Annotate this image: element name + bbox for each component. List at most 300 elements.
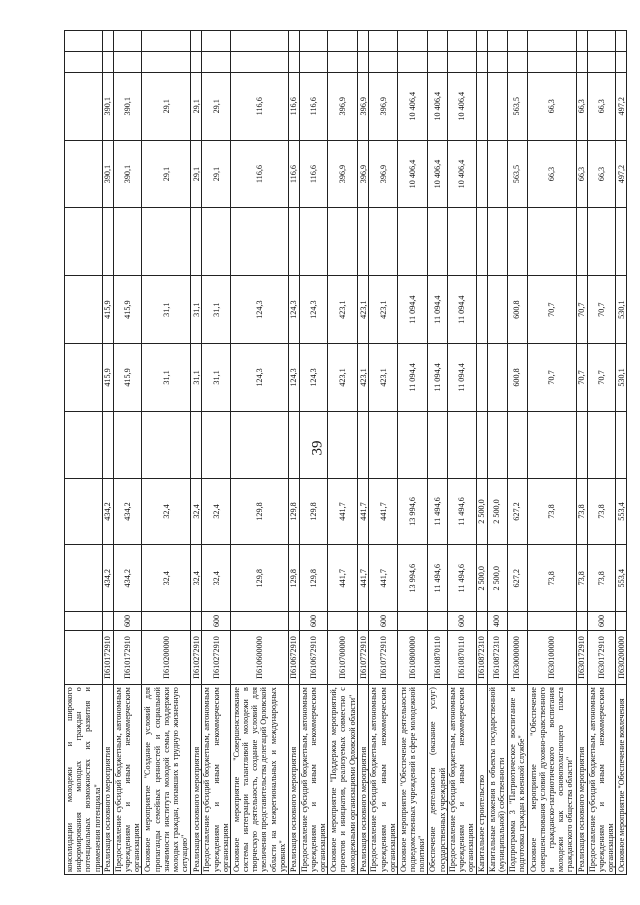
row-name-cell: Подпрограмма 3 "Патриотическое воспитание и подготовка граждан к военной службе" bbox=[507, 685, 527, 875]
amount-cell: 11 494,6 bbox=[428, 545, 448, 612]
amount-cell bbox=[299, 208, 328, 276]
amount-cell: 11 094,4 bbox=[428, 344, 448, 412]
amount-cell: 627,2 bbox=[507, 478, 527, 545]
amount-cell: 66,3 bbox=[576, 72, 587, 140]
amount-cell bbox=[369, 31, 398, 52]
table-row bbox=[191, 31, 202, 875]
amount-cell: 116,6 bbox=[288, 140, 299, 208]
amount-cell: 2 500,0 bbox=[476, 545, 487, 612]
row-group-cell bbox=[616, 612, 627, 631]
amount-cell: 441,7 bbox=[358, 545, 369, 612]
amount-cell: 73,8 bbox=[587, 478, 616, 545]
amount-cell bbox=[202, 31, 231, 52]
row-group-cell bbox=[328, 612, 358, 631]
row-code-cell: П630172910 bbox=[576, 630, 587, 684]
amount-cell bbox=[527, 52, 576, 73]
amount-cell bbox=[328, 31, 358, 52]
rotated-table-container bbox=[64, 30, 626, 875]
row-code-cell: П610872310 bbox=[476, 630, 487, 684]
amount-cell: 31,1 bbox=[142, 276, 191, 344]
amount-cell bbox=[202, 208, 231, 276]
amount-cell: 73,8 bbox=[527, 478, 576, 545]
amount-cell bbox=[102, 31, 113, 52]
amount-cell bbox=[587, 31, 616, 52]
amount-cell: 2 500,0 bbox=[476, 478, 487, 545]
table-row bbox=[113, 31, 142, 875]
table-row bbox=[587, 31, 616, 875]
row-code-cell: П610672910 bbox=[299, 630, 328, 684]
amount-cell: 390,1 bbox=[113, 140, 142, 208]
row-name-cell: Реализация основного мероприятия bbox=[358, 685, 369, 875]
amount-cell bbox=[65, 276, 103, 344]
amount-cell: 116,6 bbox=[230, 140, 288, 208]
amount-cell bbox=[428, 31, 448, 52]
row-name-cell: Реализация основного мероприятия bbox=[102, 685, 113, 875]
amount-cell bbox=[65, 72, 103, 140]
amount-cell: 13 994,6 bbox=[398, 478, 428, 545]
table-viewport bbox=[64, 30, 626, 875]
amount-cell bbox=[230, 31, 288, 52]
amount-cell: 29,1 bbox=[142, 140, 191, 208]
amount-cell: 10 406,4 bbox=[428, 140, 448, 208]
row-name-cell: Реализация основного мероприятия bbox=[288, 685, 299, 875]
amount-cell bbox=[576, 52, 587, 73]
row-group-cell: 600 bbox=[587, 612, 616, 631]
row-code-cell: П610872310 bbox=[487, 630, 507, 684]
row-group-cell bbox=[230, 612, 288, 631]
amount-cell bbox=[113, 208, 142, 276]
amount-cell: 66,3 bbox=[527, 140, 576, 208]
table-row bbox=[202, 31, 231, 875]
amount-cell: 73,8 bbox=[527, 545, 576, 612]
row-code-cell: П610200000 bbox=[142, 630, 191, 684]
amount-cell: 70,7 bbox=[576, 276, 587, 344]
table-row bbox=[507, 31, 527, 875]
amount-cell: 441,7 bbox=[328, 545, 358, 612]
amount-cell bbox=[476, 276, 487, 344]
amount-cell: 553,4 bbox=[616, 545, 627, 612]
row-group-cell bbox=[527, 612, 576, 631]
amount-cell: 423,1 bbox=[369, 276, 398, 344]
row-name-cell: Основное мероприятие "Обеспечение совершенствования условий духовно-нравственного и гражданско-патриотического воспитания молодежи как основополагающего пласта гражданского общества области" bbox=[527, 685, 576, 875]
row-code-cell: П610800000 bbox=[398, 630, 428, 684]
amount-cell: 124,3 bbox=[299, 276, 328, 344]
amount-cell: 396,9 bbox=[358, 72, 369, 140]
amount-cell bbox=[398, 52, 428, 73]
amount-cell: 129,8 bbox=[299, 545, 328, 612]
amount-cell bbox=[358, 31, 369, 52]
amount-cell: 497,2 bbox=[616, 140, 627, 208]
amount-cell bbox=[202, 411, 231, 478]
row-name-cell: Капитальные вложения в объекты государственной (муниципальной) собственности bbox=[487, 685, 507, 875]
amount-cell: 116,6 bbox=[288, 72, 299, 140]
row-name-cell: Предоставление субсидий бюджетным, автономным учреждениям и иным некоммерческим организациям bbox=[448, 685, 477, 875]
amount-cell: 32,4 bbox=[191, 478, 202, 545]
amount-cell: 66,3 bbox=[576, 140, 587, 208]
row-group-cell: 600 bbox=[202, 612, 231, 631]
amount-cell: 415,9 bbox=[102, 344, 113, 412]
amount-cell: 434,2 bbox=[102, 545, 113, 612]
amount-cell: 129,8 bbox=[299, 478, 328, 545]
amount-cell: 11 094,4 bbox=[398, 276, 428, 344]
amount-cell bbox=[65, 478, 103, 545]
row-name-cell: консолидации молодежи и широкого информирования молодых граждан о потенциальных возможностях их развития и применения потенциала" bbox=[65, 685, 103, 875]
table-row bbox=[576, 31, 587, 875]
amount-cell: 563,5 bbox=[507, 72, 527, 140]
table-row bbox=[369, 31, 398, 875]
amount-cell: 10 406,4 bbox=[398, 72, 428, 140]
amount-cell: 434,2 bbox=[102, 478, 113, 545]
amount-cell bbox=[65, 31, 103, 52]
amount-cell bbox=[191, 52, 202, 73]
amount-cell bbox=[487, 52, 507, 73]
amount-cell: 124,3 bbox=[288, 276, 299, 344]
amount-cell bbox=[507, 31, 527, 52]
amount-cell bbox=[369, 208, 398, 276]
amount-cell bbox=[428, 208, 448, 276]
amount-cell: 11 494,6 bbox=[448, 478, 477, 545]
amount-cell bbox=[487, 276, 507, 344]
amount-cell: 32,4 bbox=[202, 478, 231, 545]
amount-cell bbox=[576, 31, 587, 52]
row-code-cell: П630172910 bbox=[587, 630, 616, 684]
amount-cell bbox=[328, 411, 358, 478]
amount-cell: 11 094,4 bbox=[398, 344, 428, 412]
amount-cell bbox=[527, 31, 576, 52]
row-name-cell: Предоставление субсидий бюджетным, автономным учреждениям и иным некоммерческим организациям bbox=[202, 685, 231, 875]
amount-cell: 11 494,6 bbox=[428, 478, 448, 545]
amount-cell bbox=[288, 411, 299, 478]
amount-cell bbox=[369, 52, 398, 73]
row-group-cell bbox=[288, 612, 299, 631]
amount-cell bbox=[299, 52, 328, 73]
amount-cell: 415,9 bbox=[113, 344, 142, 412]
amount-cell bbox=[476, 140, 487, 208]
row-code-cell: П630200000 bbox=[616, 630, 627, 684]
amount-cell bbox=[358, 411, 369, 478]
row-group-cell bbox=[398, 612, 428, 631]
page-number: 39 bbox=[309, 440, 326, 456]
amount-cell bbox=[65, 545, 103, 612]
amount-cell: 11 494,6 bbox=[448, 545, 477, 612]
amount-cell: 390,1 bbox=[113, 72, 142, 140]
amount-cell: 396,9 bbox=[328, 140, 358, 208]
row-name-cell: Основное мероприятие "Создание условий для пропаганды семейных ценностей и социальной значимости института молодой семьи, поддержки молодых граждан, попавших в трудную жизненную ситуацию" bbox=[142, 685, 191, 875]
amount-cell bbox=[358, 208, 369, 276]
amount-cell bbox=[202, 52, 231, 73]
amount-cell bbox=[65, 208, 103, 276]
row-name-cell: Основное мероприятие "Совершенствование системы интеграции талантливой молодежи в творческую деятельность, создание условий для увеличения представительства делегаций Орловской области на межрегиональных и международных уровнях" bbox=[230, 685, 288, 875]
row-code-cell: П610172910 bbox=[102, 630, 113, 684]
amount-cell bbox=[487, 72, 507, 140]
amount-cell bbox=[448, 52, 477, 73]
row-code-cell bbox=[65, 630, 103, 684]
row-code-cell: П610600000 bbox=[230, 630, 288, 684]
row-name-cell: Предоставление субсидий бюджетным, автономным учреждениям и иным некоммерческим организациям bbox=[587, 685, 616, 875]
amount-cell: 600,8 bbox=[507, 344, 527, 412]
amount-cell: 31,1 bbox=[191, 344, 202, 412]
amount-cell: 600,8 bbox=[507, 276, 527, 344]
amount-cell: 70,7 bbox=[527, 344, 576, 412]
amount-cell: 423,1 bbox=[328, 344, 358, 412]
amount-cell bbox=[113, 411, 142, 478]
amount-cell bbox=[142, 208, 191, 276]
amount-cell: 423,1 bbox=[328, 276, 358, 344]
amount-cell: 563,5 bbox=[507, 140, 527, 208]
row-name-cell: Предоставление субсидий бюджетным, автономным учреждениям и иным некоммерческим организациям bbox=[299, 685, 328, 875]
amount-cell: 415,9 bbox=[113, 276, 142, 344]
amount-cell bbox=[65, 140, 103, 208]
row-group-cell: 600 bbox=[299, 612, 328, 631]
amount-cell: 13 994,6 bbox=[398, 545, 428, 612]
amount-cell: 116,6 bbox=[230, 72, 288, 140]
row-name-cell: Капитальное строительство bbox=[476, 685, 487, 875]
amount-cell: 390,1 bbox=[102, 140, 113, 208]
table-row bbox=[65, 31, 103, 875]
row-code-cell: П610672910 bbox=[288, 630, 299, 684]
amount-cell: 29,1 bbox=[191, 72, 202, 140]
amount-cell: 129,8 bbox=[230, 478, 288, 545]
amount-cell: 31,1 bbox=[202, 276, 231, 344]
row-group-cell bbox=[507, 612, 527, 631]
amount-cell bbox=[587, 208, 616, 276]
amount-cell: 423,1 bbox=[369, 344, 398, 412]
row-name-cell: Предоставление субсидий бюджетным, автономным учреждениям и иным некоммерческим организациям bbox=[369, 685, 398, 875]
amount-cell: 31,1 bbox=[202, 344, 231, 412]
amount-cell: 434,2 bbox=[113, 545, 142, 612]
amount-cell bbox=[507, 52, 527, 73]
amount-cell: 70,7 bbox=[587, 276, 616, 344]
amount-cell bbox=[476, 411, 487, 478]
amount-cell bbox=[398, 411, 428, 478]
amount-cell bbox=[527, 411, 576, 478]
amount-cell bbox=[328, 208, 358, 276]
amount-cell bbox=[113, 31, 142, 52]
table-row bbox=[328, 31, 358, 875]
table-row bbox=[142, 31, 191, 875]
amount-cell bbox=[142, 52, 191, 73]
row-code-cell: П630000000 bbox=[507, 630, 527, 684]
amount-cell bbox=[142, 411, 191, 478]
row-code-cell: П610272910 bbox=[191, 630, 202, 684]
amount-cell: 10 406,4 bbox=[398, 140, 428, 208]
amount-cell bbox=[616, 411, 627, 478]
amount-cell bbox=[507, 208, 527, 276]
amount-cell: 66,3 bbox=[587, 140, 616, 208]
amount-cell: 29,1 bbox=[202, 140, 231, 208]
amount-cell: 66,3 bbox=[587, 72, 616, 140]
amount-cell bbox=[65, 344, 103, 412]
amount-cell: 116,6 bbox=[299, 72, 328, 140]
amount-cell: 10 406,4 bbox=[448, 140, 477, 208]
amount-cell bbox=[369, 411, 398, 478]
row-name-cell: Основное мероприятие "Поддержка мероприятий, проектов и инициатив, реализуемых совместно с молодежными организациями Орловской области" bbox=[328, 685, 358, 875]
table-row bbox=[299, 31, 328, 875]
amount-cell bbox=[616, 52, 627, 73]
amount-cell: 415,9 bbox=[102, 276, 113, 344]
amount-cell bbox=[476, 344, 487, 412]
amount-cell: 124,3 bbox=[299, 344, 328, 412]
table-row bbox=[230, 31, 288, 875]
row-group-cell bbox=[102, 612, 113, 631]
amount-cell: 129,8 bbox=[288, 545, 299, 612]
amount-cell: 627,2 bbox=[507, 545, 527, 612]
amount-cell: 441,7 bbox=[358, 478, 369, 545]
amount-cell: 423,1 bbox=[358, 276, 369, 344]
amount-cell: 124,3 bbox=[230, 344, 288, 412]
row-group-cell bbox=[191, 612, 202, 631]
table-row bbox=[487, 31, 507, 875]
table-row bbox=[527, 31, 576, 875]
amount-cell: 441,7 bbox=[369, 478, 398, 545]
amount-cell: 32,4 bbox=[142, 545, 191, 612]
amount-cell: 441,7 bbox=[369, 545, 398, 612]
amount-cell bbox=[616, 31, 627, 52]
row-group-cell bbox=[476, 612, 487, 631]
amount-cell bbox=[288, 208, 299, 276]
amount-cell bbox=[476, 31, 487, 52]
row-code-cell: П610700000 bbox=[328, 630, 358, 684]
row-group-cell bbox=[428, 612, 448, 631]
table-row bbox=[102, 31, 113, 875]
amount-cell: 10 406,4 bbox=[428, 72, 448, 140]
amount-cell bbox=[398, 31, 428, 52]
amount-cell: 32,4 bbox=[191, 545, 202, 612]
amount-cell bbox=[230, 411, 288, 478]
amount-cell: 70,7 bbox=[527, 276, 576, 344]
amount-cell bbox=[398, 208, 428, 276]
amount-cell: 31,1 bbox=[191, 276, 202, 344]
amount-cell: 124,3 bbox=[288, 344, 299, 412]
amount-cell: 73,8 bbox=[576, 478, 587, 545]
table-row bbox=[398, 31, 428, 875]
amount-cell bbox=[65, 411, 103, 478]
row-group-cell bbox=[142, 612, 191, 631]
amount-cell: 11 094,4 bbox=[428, 276, 448, 344]
amount-cell: 73,8 bbox=[587, 545, 616, 612]
row-name-cell: Основное мероприятие "Обеспечение вовлечения bbox=[616, 685, 627, 875]
amount-cell: 423,1 bbox=[358, 344, 369, 412]
row-group-cell bbox=[576, 612, 587, 631]
amount-cell: 11 094,4 bbox=[448, 344, 477, 412]
amount-cell bbox=[230, 208, 288, 276]
amount-cell bbox=[527, 208, 576, 276]
amount-cell: 66,3 bbox=[527, 72, 576, 140]
amount-cell bbox=[487, 140, 507, 208]
amount-cell bbox=[288, 31, 299, 52]
amount-cell: 11 094,4 bbox=[448, 276, 477, 344]
amount-cell: 396,9 bbox=[369, 140, 398, 208]
table-row bbox=[358, 31, 369, 875]
amount-cell bbox=[476, 72, 487, 140]
amount-cell: 396,9 bbox=[328, 72, 358, 140]
amount-cell: 129,8 bbox=[230, 545, 288, 612]
amount-cell bbox=[448, 208, 477, 276]
amount-cell: 2 500,0 bbox=[487, 478, 507, 545]
amount-cell: 116,6 bbox=[299, 140, 328, 208]
amount-cell bbox=[507, 411, 527, 478]
row-code-cell: П610772910 bbox=[369, 630, 398, 684]
amount-cell: 32,4 bbox=[202, 545, 231, 612]
amount-cell bbox=[358, 52, 369, 73]
table-row bbox=[448, 31, 477, 875]
amount-cell: 29,1 bbox=[142, 72, 191, 140]
row-name-cell: Основное мероприятие "Обеспечение деятельности подведомственных учреждений в сфере молодежной политики" bbox=[398, 685, 428, 875]
amount-cell bbox=[428, 411, 448, 478]
row-group-cell bbox=[358, 612, 369, 631]
amount-cell bbox=[487, 344, 507, 412]
amount-cell bbox=[487, 31, 507, 52]
row-code-cell: П610870110 bbox=[428, 630, 448, 684]
amount-cell bbox=[191, 31, 202, 52]
amount-cell: 70,7 bbox=[576, 344, 587, 412]
amount-cell bbox=[113, 52, 142, 73]
amount-cell: 390,1 bbox=[102, 72, 113, 140]
row-code-cell: П610870110 bbox=[448, 630, 477, 684]
row-group-cell: 600 bbox=[369, 612, 398, 631]
amount-cell: 530,1 bbox=[616, 276, 627, 344]
amount-cell bbox=[102, 411, 113, 478]
row-code-cell: П630100000 bbox=[527, 630, 576, 684]
amount-cell bbox=[576, 411, 587, 478]
row-group-cell: 600 bbox=[113, 612, 142, 631]
amount-cell: 10 406,4 bbox=[448, 72, 477, 140]
amount-cell bbox=[102, 52, 113, 73]
amount-cell bbox=[476, 208, 487, 276]
table-row bbox=[476, 31, 487, 875]
amount-cell: 2 500,0 bbox=[487, 545, 507, 612]
amount-cell bbox=[230, 52, 288, 73]
amount-cell bbox=[616, 208, 627, 276]
row-name-cell: Обеспечение деятельности (оказание услуг) государственных учреждений bbox=[428, 685, 448, 875]
row-code-cell: П610772910 bbox=[358, 630, 369, 684]
row-group-cell bbox=[65, 612, 103, 631]
amount-cell: 441,7 bbox=[328, 478, 358, 545]
table-row bbox=[288, 31, 299, 875]
amount-cell bbox=[476, 52, 487, 73]
table-row bbox=[616, 31, 627, 875]
row-code-cell: П610272910 bbox=[202, 630, 231, 684]
amount-cell bbox=[487, 208, 507, 276]
row-group-cell: 400 bbox=[487, 612, 507, 631]
amount-cell bbox=[142, 31, 191, 52]
amount-cell: 396,9 bbox=[358, 140, 369, 208]
amount-cell bbox=[328, 52, 358, 73]
amount-cell: 497,2 bbox=[616, 72, 627, 140]
amount-cell: 29,1 bbox=[191, 140, 202, 208]
row-name-cell: Предоставление субсидий бюджетным, автономным учреждениям и иным некоммерческим организациям bbox=[113, 685, 142, 875]
amount-cell bbox=[299, 411, 328, 478]
amount-cell bbox=[191, 411, 202, 478]
amount-cell bbox=[587, 52, 616, 73]
amount-cell: 434,2 bbox=[113, 478, 142, 545]
amount-cell: 396,9 bbox=[369, 72, 398, 140]
amount-cell bbox=[448, 411, 477, 478]
row-name-cell: Реализация основного мероприятия bbox=[191, 685, 202, 875]
amount-cell: 73,8 bbox=[576, 545, 587, 612]
amount-cell bbox=[576, 208, 587, 276]
amount-cell: 129,8 bbox=[288, 478, 299, 545]
amount-cell: 32,4 bbox=[142, 478, 191, 545]
amount-cell bbox=[65, 52, 103, 73]
row-group-cell: 600 bbox=[448, 612, 477, 631]
amount-cell bbox=[191, 208, 202, 276]
amount-cell bbox=[288, 52, 299, 73]
amount-cell: 553,4 bbox=[616, 478, 627, 545]
amount-cell bbox=[428, 52, 448, 73]
amount-cell: 70,7 bbox=[587, 344, 616, 412]
amount-cell: 29,1 bbox=[202, 72, 231, 140]
